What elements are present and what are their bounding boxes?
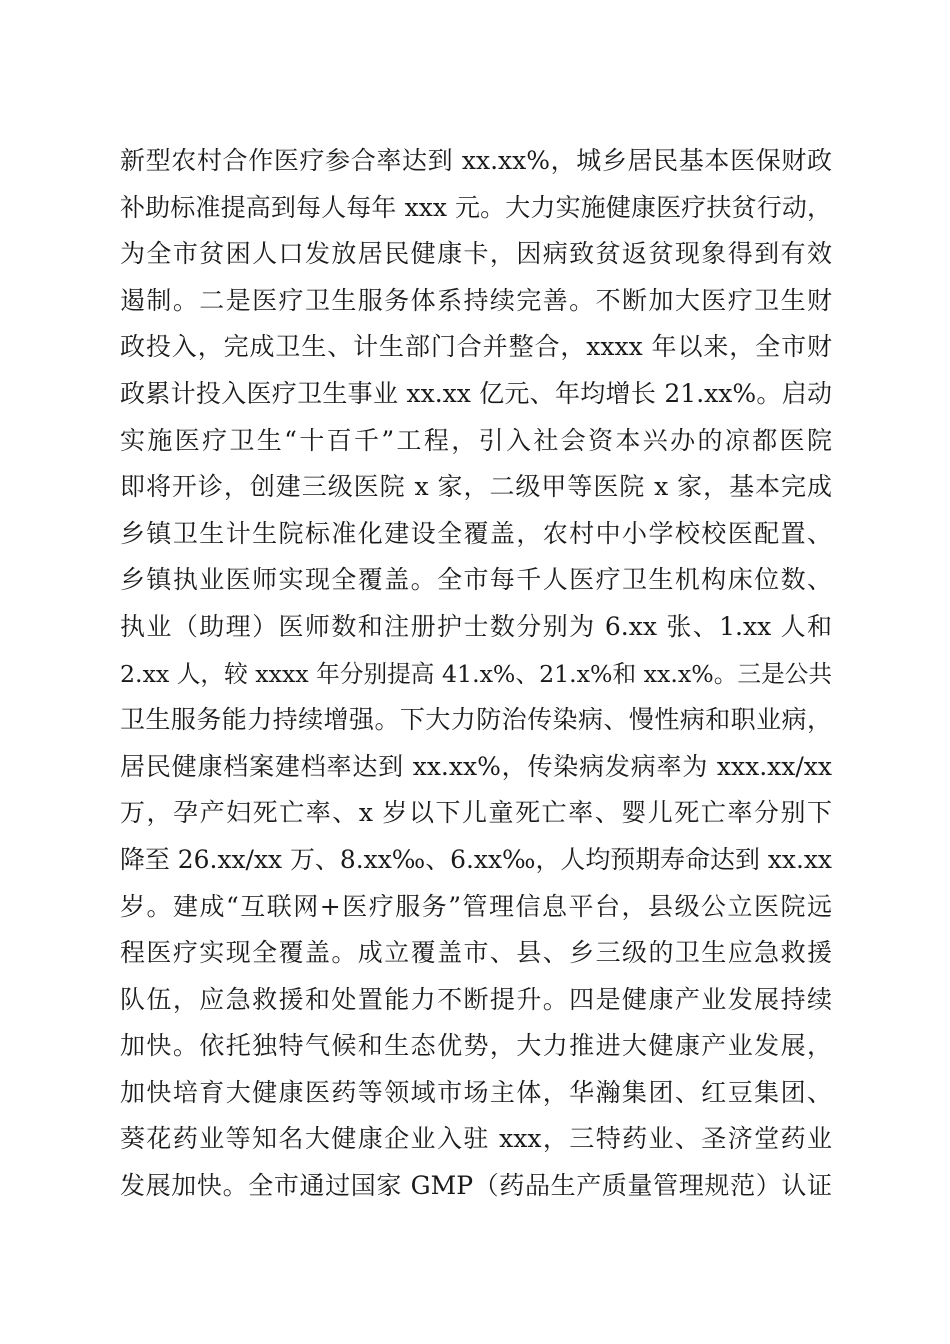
text-line-13: 卫生服务能力持续增强。下大力防治传染病、慢性病和职业病，	[120, 705, 832, 735]
text-line-6: 政累计投入医疗卫生事业 xx.xx 亿元、年均增长 21.xx%。启动	[120, 378, 832, 408]
text-line-5: 政投入，完成卫生、计生部门合并整合，xxxx 年以来，全市财	[120, 332, 832, 362]
text-line-20: 加快。依托独特气候和生态优势，大力推进大健康产业发展，	[120, 1031, 832, 1061]
text-line-21: 加快培育大健康医药等领域市场主体，华瀚集团、红豆集团、	[120, 1077, 832, 1107]
text-line-1: 新型农村合作医疗参合率达到 xx.xx%，城乡居民基本医保财政	[120, 146, 832, 175]
text-line-11: 执业（助理）医师数和注册护士数分别为 6.xx 张、1.xx 人和	[120, 611, 832, 641]
text-line-3: 为全市贫困人口发放居民健康卡，因病致贫返贫现象得到有效	[120, 239, 832, 269]
body-paragraph	[120, 138, 832, 1210]
text-line-15: 万，孕产妇死亡率、x 岁以下儿童死亡率、婴儿死亡率分别下	[120, 798, 832, 828]
text-line-19: 队伍，应急救援和处置能力不断提升。四是健康产业发展持续	[120, 984, 832, 1014]
text-line-14: 居民健康档案建档率达到 xx.xx%，传染病发病率为 xxx.xx/xx	[120, 751, 832, 781]
text-line-2: 补助标准提高到每人每年 xxx 元。大力实施健康医疗扶贫行动，	[120, 192, 832, 222]
text-line-4: 遏制。二是医疗卫生服务体系持续完善。不断加大医疗卫生财	[120, 285, 832, 315]
text-line-23: 发展加快。全市通过国家 GMP（药品生产质量管理规范）认证	[120, 1171, 832, 1201]
text-line-9: 乡镇卫生计生院标准化建设全覆盖，农村中小学校校医配置、	[120, 518, 832, 548]
text-line-12: 2.xx 人，较 xxxx 年分别提高 41.x%、21.x%和 xx.x%。三是公共	[120, 659, 832, 688]
text-line-8: 即将开诊，创建三级医院 x 家，二级甲等医院 x 家，基本完成	[120, 472, 832, 502]
text-line-17: 岁。建成“互联网+医疗服务”管理信息平台，县级公立医院远	[120, 891, 832, 921]
text-line-10: 乡镇执业医师实现全覆盖。全市每千人医疗卫生机构床位数、	[120, 565, 832, 595]
text-line-18: 程医疗实现全覆盖。成立覆盖市、县、乡三级的卫生应急救援	[120, 938, 832, 968]
text-line-22: 葵花药业等知名大健康企业入驻 xxx，三特药业、圣济堂药业	[120, 1124, 832, 1154]
text-line-7: 实施医疗卫生“十百千”工程，引入社会资本兴办的凉都医院	[120, 425, 832, 455]
text-line-16: 降至 26.xx/xx 万、8.xx‰、6.xx‰，人均预期寿命达到 xx.xx	[120, 844, 832, 874]
